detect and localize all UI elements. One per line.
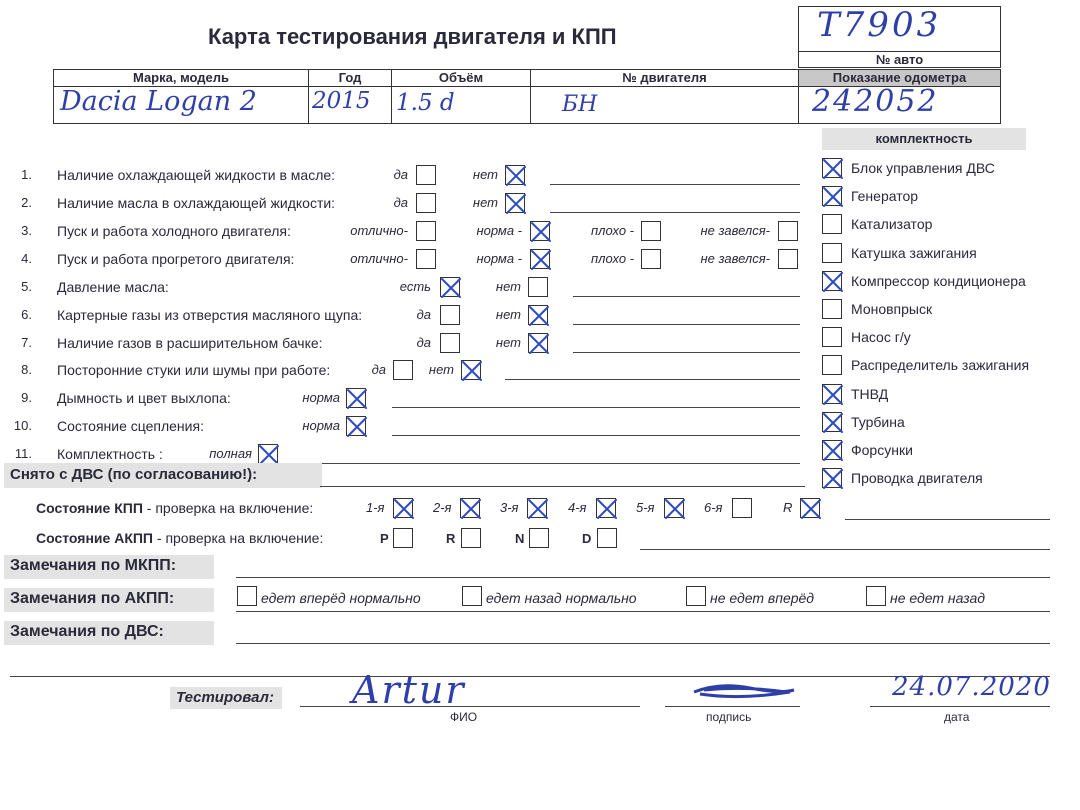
komplekt-checkbox[interactable]	[822, 468, 842, 488]
akpp-mode-label: P	[380, 531, 389, 546]
akpp-remark-label: не едет назад	[890, 590, 985, 606]
gear-checkbox[interactable]	[393, 498, 413, 518]
x-mark-icon	[820, 382, 846, 408]
option-label: нет	[495, 335, 521, 350]
check-box[interactable]	[258, 444, 278, 464]
signature-label: подпись	[706, 710, 752, 724]
gear-checkbox[interactable]	[732, 498, 752, 518]
check-box[interactable]	[461, 360, 481, 380]
option-label: плохо -	[591, 251, 634, 266]
check-label: Наличие охлаждающей жидкости в масле:	[57, 167, 336, 183]
option-label: не завелся-	[700, 223, 770, 238]
akpp-remark-label: не едет вперёд	[710, 590, 815, 606]
option-label: да	[393, 195, 408, 210]
check-label: Картерные газы из отверстия масляного щупа:	[57, 307, 363, 323]
option-label: норма -	[476, 223, 522, 238]
check-num: 11.	[14, 446, 32, 461]
check-num: 8.	[21, 362, 32, 377]
akpp-remark-checkbox[interactable]	[237, 586, 257, 606]
check-notes-field[interactable]	[573, 296, 800, 297]
gear-label: 4-я	[568, 500, 587, 515]
x-mark-icon	[820, 410, 846, 436]
akpp-remark-checkbox[interactable]	[462, 586, 482, 606]
komplekt-item-label: Распределитель зажигания	[851, 357, 1030, 374]
gear-checkbox[interactable]	[800, 498, 820, 518]
tested-label: Тестировал:	[176, 689, 274, 706]
x-mark-icon	[344, 414, 370, 440]
check-box[interactable]	[505, 165, 525, 185]
check-box[interactable]	[528, 333, 548, 353]
fio-line[interactable]	[300, 706, 640, 707]
check-notes-field[interactable]	[305, 463, 800, 464]
komplekt-checkbox[interactable]	[822, 271, 842, 291]
check-box[interactable]	[505, 193, 525, 213]
check-label: Давление масла:	[57, 279, 169, 295]
option-label: норма	[302, 418, 340, 433]
model-value[interactable]: Dacia Logan 2	[60, 86, 257, 117]
option-label: плохо -	[591, 223, 634, 238]
car-number-value[interactable]: T7903	[817, 5, 942, 45]
check-num: 2.	[21, 195, 32, 210]
akpp-label	[36, 530, 323, 546]
col-odometer: Показание одометра	[798, 69, 1001, 87]
check-label: Посторонние стуки или шумы при работе:	[57, 362, 331, 378]
tester-signature-text[interactable]: Artur	[352, 668, 466, 712]
col-engine: № двигателя	[530, 69, 799, 87]
option-label: норма	[302, 390, 340, 405]
check-box[interactable]	[778, 221, 798, 241]
option-label: не завелся-	[700, 251, 770, 266]
date-line[interactable]	[870, 706, 1050, 707]
x-mark-icon	[503, 191, 529, 217]
akpp-mode-label: N	[515, 531, 525, 546]
x-mark-icon	[503, 163, 529, 189]
check-notes-field[interactable]	[505, 379, 800, 380]
check-box[interactable]	[346, 416, 366, 436]
akpp-label-rest: - проверка на включение:	[153, 530, 324, 546]
removed-label: Снято с ДВС (по согласованию!):	[10, 466, 258, 483]
date-label: дата	[944, 710, 970, 724]
komplekt-checkbox[interactable]	[822, 384, 842, 404]
komplekt-checkbox[interactable]	[822, 355, 842, 375]
check-num: 4.	[21, 251, 32, 266]
gear-label: 5-я	[636, 500, 655, 515]
x-mark-icon	[594, 496, 620, 522]
check-num: 7.	[21, 335, 32, 350]
check-label: Пуск и работа холодного двигателя:	[57, 223, 291, 239]
x-mark-icon	[820, 466, 846, 492]
check-num: 3.	[21, 223, 32, 238]
komplekt-checkbox[interactable]	[822, 412, 842, 432]
komplekt-item-label: Проводка двигателя	[851, 470, 983, 487]
date-value[interactable]: 24.07.2020	[892, 672, 1051, 702]
check-notes-field[interactable]	[573, 352, 800, 353]
check-box[interactable]	[528, 305, 548, 325]
x-mark-icon	[798, 496, 824, 522]
akpp-mode-label: D	[582, 531, 592, 546]
option-label: есть	[399, 279, 431, 294]
fio-label: ФИО	[450, 710, 478, 724]
check-notes-field[interactable]	[392, 407, 800, 408]
komplekt-checkbox[interactable]	[822, 158, 842, 178]
x-mark-icon	[459, 358, 485, 384]
option-label: нет	[428, 362, 454, 377]
option-label: норма -	[476, 251, 522, 266]
gear-label: 2-я	[433, 500, 452, 515]
akpp-remark-checkbox[interactable]	[686, 586, 706, 606]
akpp-mode-checkbox[interactable]	[597, 528, 617, 548]
check-box[interactable]	[346, 388, 366, 408]
kpp-label-bold: Состояние КПП	[36, 500, 143, 516]
gear-checkbox[interactable]	[460, 498, 480, 518]
car-number-box	[798, 6, 1001, 68]
akpp-remarks-field[interactable]	[236, 611, 1050, 612]
dvs-remarks-field[interactable]	[236, 643, 1050, 644]
removed-field[interactable]	[320, 486, 805, 487]
option-label: да	[416, 335, 431, 350]
komplekt-item-label: Генератор	[851, 188, 919, 205]
komplekt-item-label: Форсунки	[851, 442, 913, 458]
odometer-value[interactable]: 242052	[812, 84, 939, 119]
gear-checkbox[interactable]	[664, 498, 684, 518]
form-title: Карта тестирования двигателя и КПП	[208, 24, 617, 49]
komplekt-checkbox[interactable]	[822, 214, 842, 234]
option-label: да	[393, 167, 408, 182]
option-label: да	[416, 307, 431, 322]
check-notes-field[interactable]	[392, 435, 800, 436]
komplekt-header: комплектность	[822, 128, 1026, 150]
komplekt-item-label: Компрессор кондиционера	[851, 272, 1026, 289]
col-model: Марка, модель	[53, 69, 309, 87]
check-label: Наличие масла в охлаждающей жидкости:	[57, 195, 336, 211]
check-num: 6.	[21, 307, 32, 322]
mkpp-remarks-label: Замечания по МКПП:	[10, 557, 177, 574]
check-label: Дымность и цвет выхлопа:	[57, 390, 231, 406]
komplekt-item-label: Катализатор	[851, 216, 933, 233]
gear-label: R	[783, 500, 793, 515]
komplekt-item-label: Турбина	[851, 413, 905, 430]
akpp-mode-label: R	[446, 531, 456, 546]
option-label: да	[371, 362, 386, 377]
x-mark-icon	[344, 386, 370, 412]
option-label: полная	[209, 446, 252, 461]
check-box[interactable]	[778, 249, 798, 269]
dvs-remarks-label: Замечания по ДВС:	[10, 623, 164, 640]
komplekt-item-label: ТНВД	[851, 385, 889, 402]
x-mark-icon	[820, 438, 846, 464]
x-mark-icon	[458, 496, 484, 522]
option-label: отлично-	[350, 251, 408, 266]
akpp-remark-label: едет вперёд нормально	[261, 590, 421, 606]
check-label: Комплектность :	[57, 446, 163, 462]
x-mark-icon	[525, 496, 551, 522]
akpp-remark-label: едет назад нормально	[486, 590, 637, 606]
komplekt-checkbox[interactable]	[822, 299, 842, 319]
check-label: Состояние сцепления:	[57, 418, 204, 434]
x-mark-icon	[526, 331, 552, 357]
check-label: Пуск и работа прогретого двигателя:	[57, 251, 295, 267]
check-num: 1.	[21, 167, 32, 182]
komplekt-checkbox[interactable]	[822, 327, 842, 347]
col-volume: Объём	[391, 69, 531, 87]
kpp-field[interactable]	[845, 519, 1050, 520]
komplekt-checkbox[interactable]	[822, 243, 842, 263]
komplekt-item-label: Насос г/у	[851, 329, 911, 346]
option-label: нет	[495, 279, 521, 294]
mkpp-remarks-field[interactable]	[236, 577, 1050, 578]
akpp-mode-checkbox[interactable]	[529, 528, 549, 548]
gear-label: 3-я	[500, 500, 519, 515]
check-notes-field[interactable]	[550, 212, 800, 213]
komplekt-item-label: Блок управления ДВС	[851, 160, 995, 176]
x-mark-icon	[391, 496, 417, 522]
akpp-mode-checkbox[interactable]	[461, 528, 481, 548]
signature-scribble	[690, 680, 800, 704]
check-notes-field[interactable]	[573, 324, 800, 325]
kpp-label-rest: - проверка на включение:	[142, 500, 314, 516]
gear-label: 1-я	[366, 500, 385, 515]
check-notes-field[interactable]	[550, 184, 800, 185]
gear-checkbox[interactable]	[527, 498, 547, 518]
komplekt-item-label: Катушка зажигания	[851, 244, 977, 261]
gear-label: 6-я	[704, 500, 723, 515]
year-value[interactable]: 2015	[312, 88, 371, 114]
check-num: 10.	[13, 418, 32, 433]
option-label: отлично-	[350, 223, 408, 238]
option-label: нет	[495, 307, 521, 322]
option-label: нет	[472, 195, 498, 210]
komplekt-checkbox[interactable]	[822, 186, 842, 206]
komplekt-checkbox[interactable]	[822, 440, 842, 460]
check-num: 5.	[21, 279, 32, 294]
signature-line[interactable]	[665, 706, 800, 707]
x-mark-icon	[526, 303, 552, 329]
volume-value[interactable]: 1.5 d	[396, 90, 455, 116]
check-num: 9.	[21, 390, 32, 405]
akpp-label-bold: Состояние АКПП	[36, 530, 153, 546]
akpp-field[interactable]	[640, 549, 1050, 550]
akpp-remark-checkbox[interactable]	[866, 586, 886, 606]
col-year: Год	[308, 69, 392, 87]
check-box[interactable]	[528, 277, 548, 297]
car-number-label: № авто	[799, 51, 1000, 68]
x-mark-icon	[820, 184, 846, 210]
option-label: нет	[472, 167, 498, 182]
x-mark-icon	[662, 496, 688, 522]
akpp-remarks-label: Замечания по АКПП:	[10, 590, 175, 607]
komplekt-item-label: Моновпрыск	[851, 301, 933, 317]
engine-value[interactable]: БН	[562, 92, 598, 117]
x-mark-icon	[820, 156, 846, 182]
akpp-mode-checkbox[interactable]	[393, 528, 413, 548]
x-mark-icon	[820, 269, 846, 295]
kpp-label	[36, 500, 313, 516]
check-label: Наличие газов в расширительном бачке:	[57, 335, 323, 351]
gear-checkbox[interactable]	[596, 498, 616, 518]
